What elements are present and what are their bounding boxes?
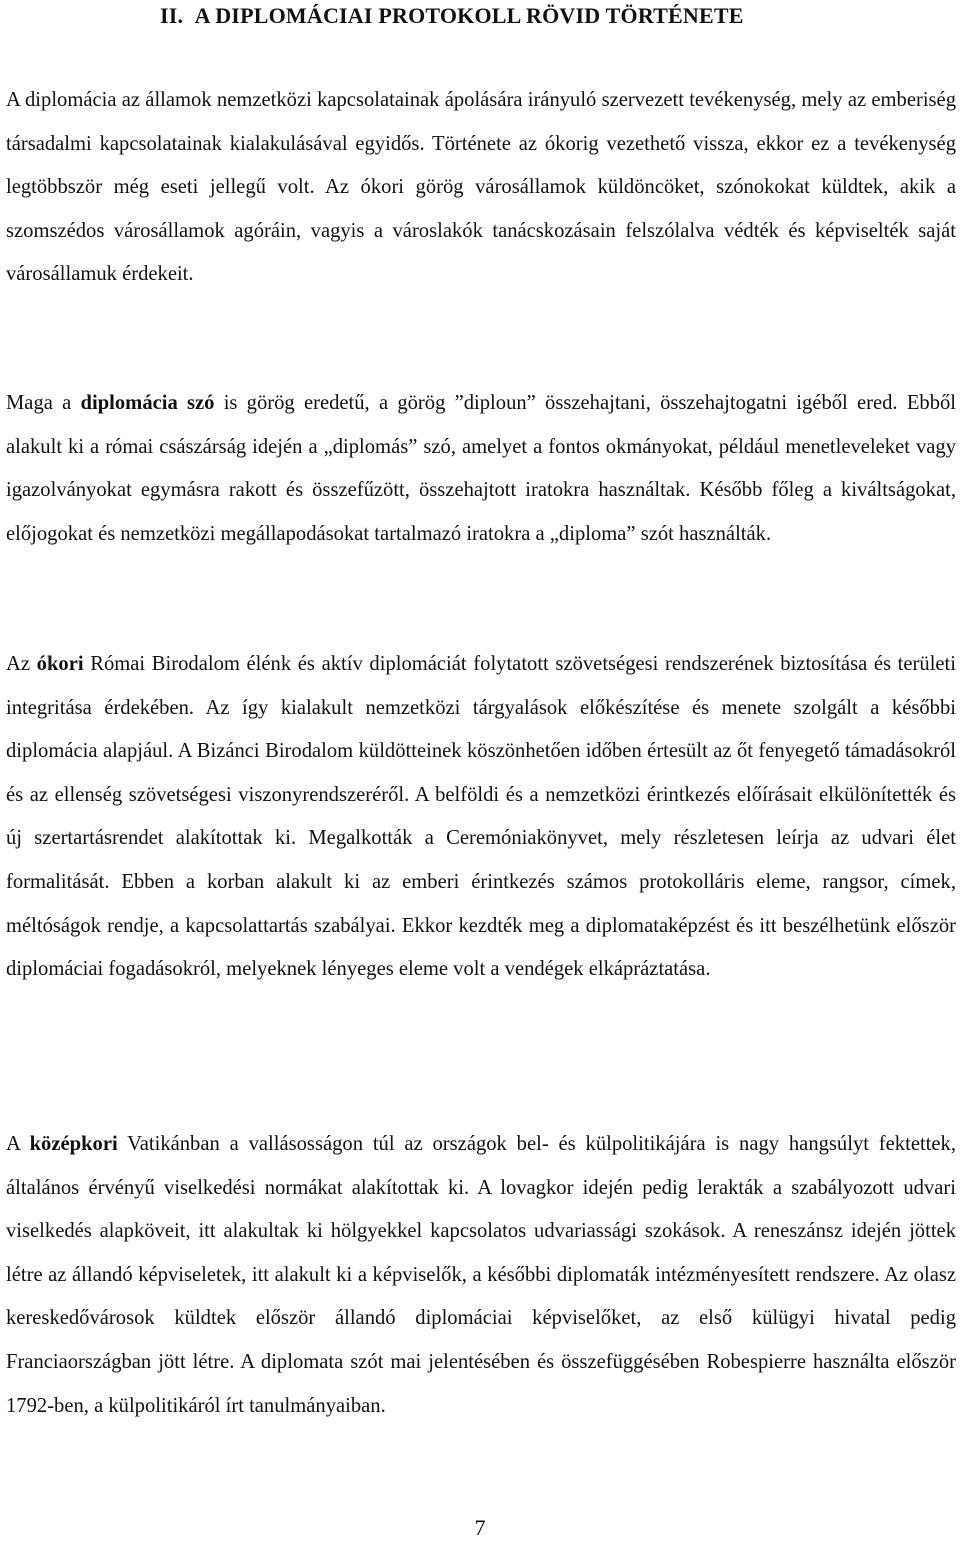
paragraph-text: A [6,1133,30,1155]
paragraph-text: Maga a [6,392,81,414]
paragraph-text: Az [6,653,37,675]
page-number: 7 [474,1515,486,1540]
paragraph-text: A diplomácia az államok nemzetközi kapcsolatainak ápolására irányuló szervezett tevékenység, mely az emberiség társadalmi kapcsolatainak kialakulásával egyidős. Története az ókorig vezethető vissza, ekkor ez a tevékenység legtöbbször még eseti jellegű volt. Az ókori görög városállamok küldöncöket, szónokokat küldtek, akik a szomszédos városállamok agóráin, vagyis a városlakók tanácskozásain felszólalva védték és képviselték saját városállamuk érdekeit. [6,89,956,286]
chapter-heading [160,2,744,30]
paragraph-text: Római Birodalom élénk és aktív diplomáciát folytatott szövetségesi rendszerének biztosítása és területi integritása érdekében. Az így kialakult nemzetközi tárgyalások előkészítése és menete szolgált a későbbi diplomácia alapjául. A Bizánci Birodalom küldötteinek köszönhetően időben értesült az őt fenyegető támadásokról és az ellenség szövetségesi viszonyrendszeréről. A belföldi és a nemzetközi érintkezés előírásait elkülönítették és új szertartásrendet alakítottak ki. Megalkották a Ceremóniakönyvet, mely részletesen leírja az udvari élet formalitását. Ebben a korban alakult ki az emberi érintkezés számos protokolláris eleme, rangsor, címek, méltóságok rendje, a kapcsolattartás szabályai. Ekkor kezdték meg a diplomataképzést és itt beszélhetünk először diplomáciai fogadásokról, melyeknek lényeges eleme volt a vendégek elkápráztatása. [6,653,956,981]
paragraph-text: Vatikánban a vallásosságon túl az országok bel- és külpolitikájára is nagy hangsúlyt fektettek, általános érvényű viselkedési normákat alakítottak ki. A lovagkor idején pedig lerakták a szabályozott udvari viselkedés alapköveit, itt alakultak ki hölgyekkel kapcsolatos udvariassági szokások. A reneszánsz idején jöttek létre az állandó képviseletek, itt alakult ki a képviselők, a későbbi diplomaták intézményesített rendszere. Az olasz kereskedővárosok küldtek először állandó diplomáciai képviselőket, az első külügyi hivatal pedig Franciaországban jött létre. A diplomata szót mai jelentésében és összefüggésében Robespierre használta először 1792-ben, a külpolitikáról írt tanulmányaiban. [6,1133,956,1417]
chapter-title: A DIPLOMÁCIAI PROTOKOLL RÖVID TÖRTÉNETE [194,3,744,28]
paragraph-4 [6,1123,956,1428]
bold-term: diplomácia szó [80,392,215,414]
bold-term: középkori [29,1133,118,1155]
bold-term: ókori [36,653,84,675]
paragraph-3 [6,643,956,992]
chapter-number: II. [160,3,184,28]
paragraph-2 [6,382,956,556]
paragraph-text: is görög eredetű, a görög ”diploun” összehajtani, összehajtogatni igéből ered. Ebből alakult ki a római császárság idején a „diplomás” szó, amelyet a fontos okmányokat, például menetleveleket vagy igazolványokat egymásra rakott és összefűzött, összehajtott iratokra használtak. Később főleg a kiváltságokat, előjogokat és nemzetközi megállapodásokat tartalmazó iratokra a „diploma” szót használták. [6,392,957,545]
paragraph-1 [6,79,956,297]
